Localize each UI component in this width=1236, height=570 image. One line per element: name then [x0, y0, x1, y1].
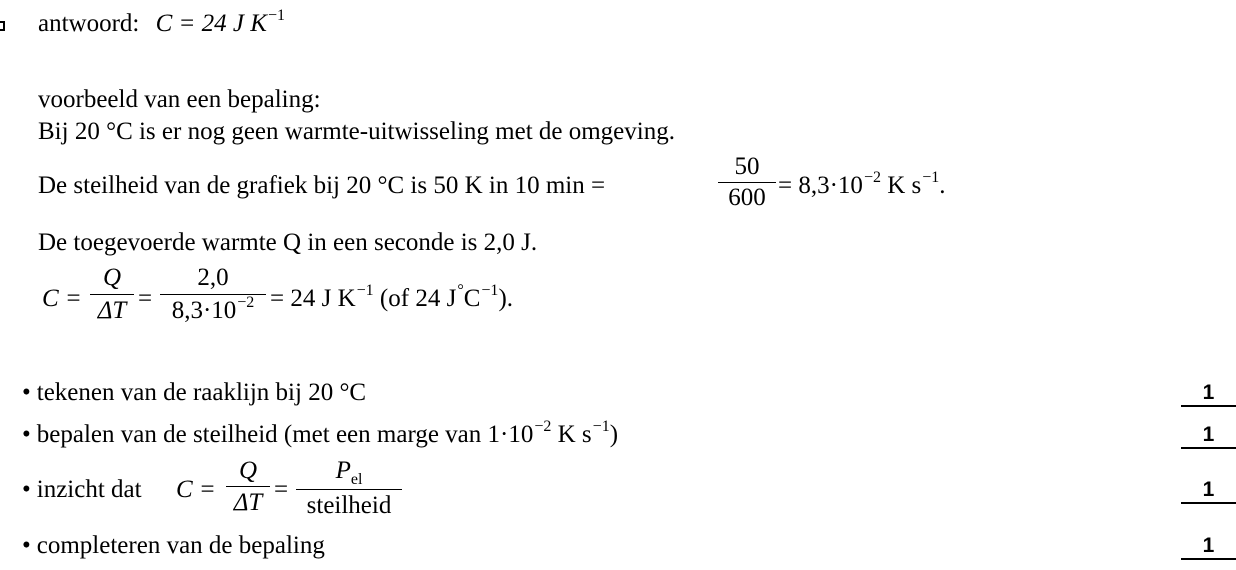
calc-fraction-2-den-base: 8,3·10 — [171, 297, 237, 324]
criterion-2-unit: K s — [551, 421, 592, 448]
example-line-1: Bij 20 °C is er nog geen warmte-uitwisseling met de omgeving. — [38, 118, 675, 145]
criterion-4 — [22, 532, 325, 560]
calc-fraction-2-den-exponent: −2 — [237, 294, 255, 311]
calc-fraction-2 — [160, 262, 266, 330]
criterion-3-score: 1 — [1181, 478, 1236, 504]
calc-fraction-1-numerator: Q — [102, 264, 122, 291]
heat-supplied-text: De toegevoerde warmte Q in een seconde is 2,0 J. — [38, 229, 538, 256]
slope-unit-exponent: −1 — [922, 169, 940, 186]
example-line-2-text: De steilheid van de grafiek bij 20 °C is 50 K in 10 min = — [38, 172, 606, 199]
calc-lhs: C = — [42, 285, 82, 312]
power-symbol: P — [335, 457, 351, 484]
criterion-3 — [22, 476, 142, 504]
calc-fraction-1 — [90, 262, 134, 327]
criterion-3-fraction-2-denominator: steilheid — [306, 492, 392, 519]
criterion-1 — [22, 379, 366, 407]
calc-fraction-2-numerator: 2,0 — [197, 264, 229, 291]
slope-fraction — [718, 152, 776, 213]
calc-alt-close: ). — [498, 285, 514, 312]
criterion-4-score: 1 — [1181, 534, 1236, 560]
slope-end: . — [939, 172, 946, 199]
calc-equals: = — [138, 285, 153, 312]
example-line-3 — [38, 229, 537, 257]
criterion-2-exponent: −2 — [534, 418, 552, 435]
criterion-3-fraction-2-numerator — [296, 455, 402, 489]
criterion-3-fraction-1-denominator: ΔT — [233, 489, 263, 516]
criterion-4-text: completeren van de bepaling — [36, 532, 325, 559]
calc-alt-degree: ° — [457, 282, 464, 299]
answer-checkbox[interactable] — [0, 21, 5, 31]
answer-label: antwoord: — [38, 10, 140, 37]
answer-line — [38, 7, 285, 38]
criterion-3-lhs: C = — [176, 476, 216, 503]
criterion-3-text: inzicht dat — [36, 476, 142, 503]
criterion-3-fraction-1-numerator: Q — [238, 457, 258, 484]
criterion-3-fraction-1 — [226, 455, 270, 518]
criterion-2-bullet: • — [22, 421, 31, 448]
slope-fraction-numerator: 50 — [734, 153, 760, 180]
criterion-2-unit-exponent: −1 — [592, 418, 610, 435]
example-line-2-result — [778, 169, 946, 200]
calc-fraction-1-denominator: ΔT — [97, 297, 127, 324]
criterion-2-close: ) — [609, 421, 619, 448]
calc-result-exponent: −1 — [356, 282, 374, 299]
example-intro: voorbeeld van een bepaling: — [38, 86, 321, 113]
calc-result — [270, 282, 514, 313]
criterion-2-score: 1 — [1181, 423, 1236, 449]
answer-formula: C = 24 J K — [155, 10, 267, 37]
slope-unit: K s — [880, 172, 922, 199]
criterion-2-text: bepalen van de steilheid (met een marge van 1·10 — [36, 421, 534, 448]
slope-result: = 8,3·10 — [778, 172, 863, 199]
calc-alt-exponent: −1 — [481, 282, 499, 299]
power-subscript: el — [350, 471, 363, 488]
answer-formula-exponent: −1 — [267, 7, 285, 24]
criterion-1-text: tekenen van de raaklijn bij 20 °C — [36, 379, 367, 406]
criterion-2 — [22, 418, 619, 449]
calc-alt-c: C — [463, 285, 481, 312]
criterion-1-score: 1 — [1181, 381, 1236, 407]
slope-result-exponent: −2 — [863, 169, 881, 186]
slope-fraction-denominator: 600 — [728, 184, 766, 211]
calc-alt-open: (of 24 J — [373, 285, 457, 312]
calc-fraction-2-denominator — [160, 295, 266, 330]
calc-result-value: = 24 J K — [270, 285, 356, 312]
criterion-3-bullet: • — [22, 476, 31, 503]
criterion-4-bullet: • — [22, 532, 31, 559]
criterion-3-fraction-2 — [296, 455, 402, 521]
criterion-1-bullet: • — [22, 379, 31, 406]
criterion-3-equals: = — [274, 476, 289, 503]
